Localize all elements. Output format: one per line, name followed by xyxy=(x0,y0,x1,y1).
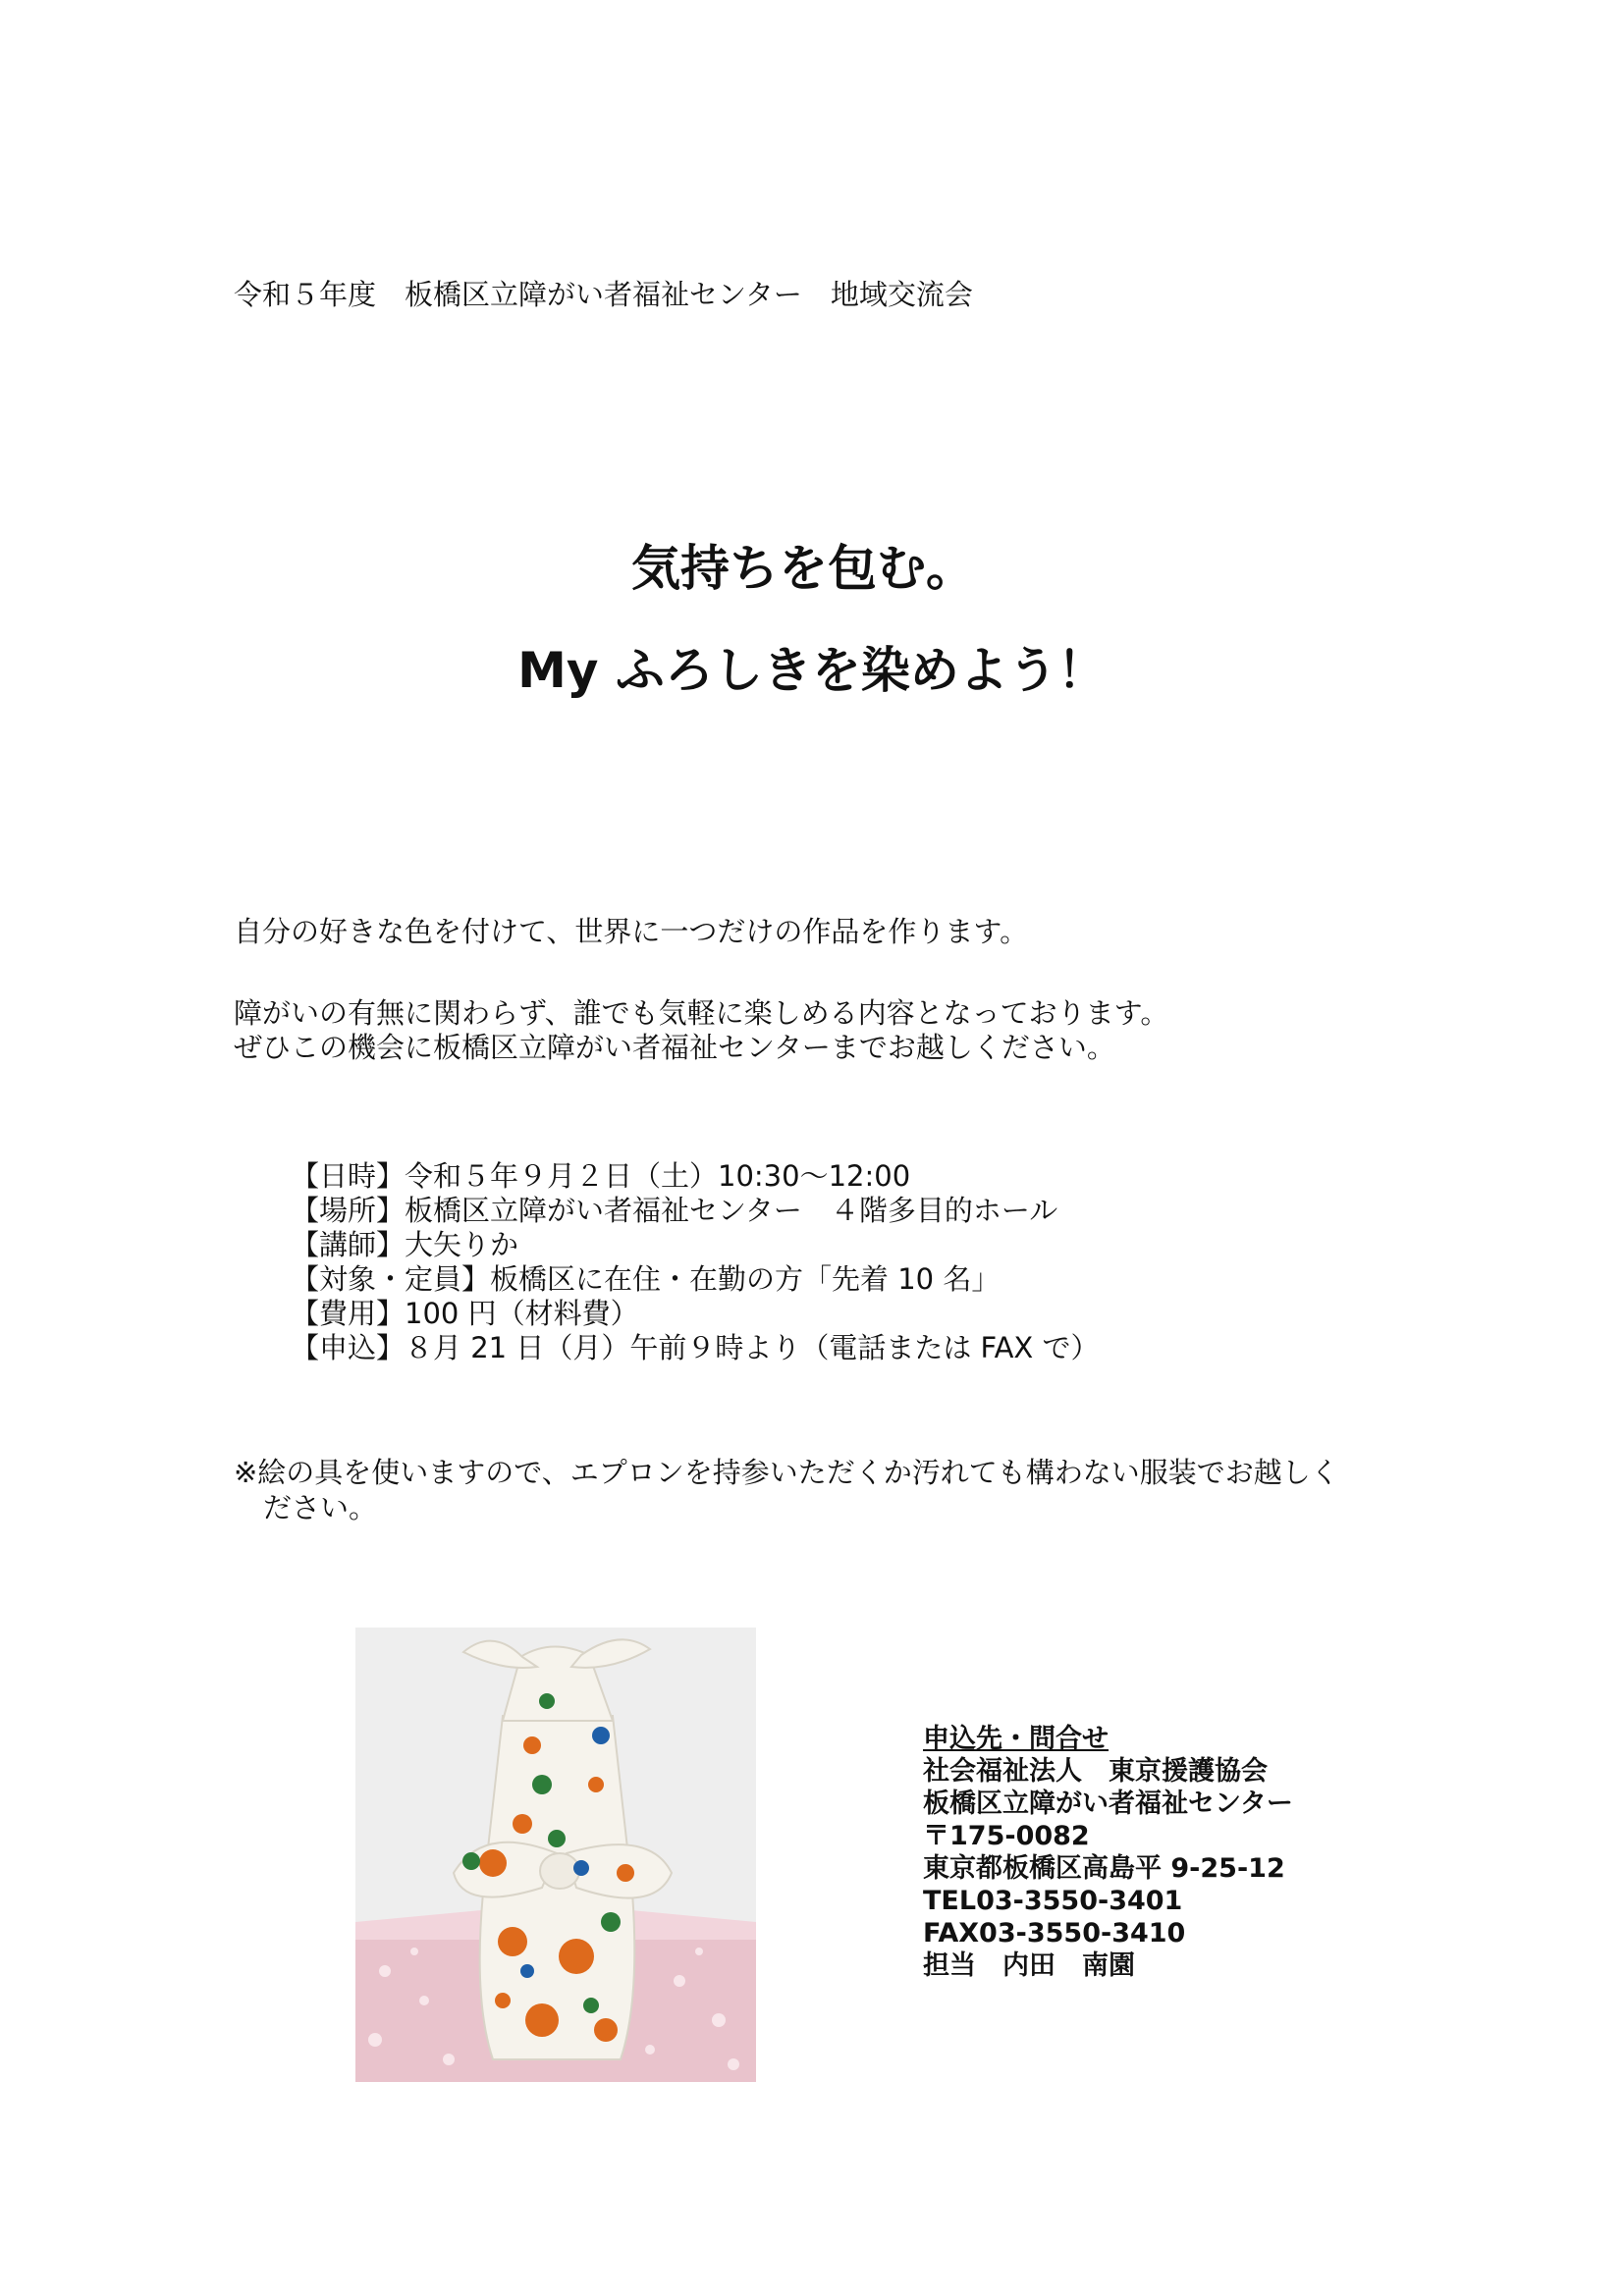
contact-heading: 申込先・問合せ xyxy=(923,1724,1109,1754)
contact-phone: TEL03-3550-3401 xyxy=(923,1886,1183,1916)
contact-block xyxy=(923,1723,1293,1982)
intro-paragraph-2-line-2: ぜひこの機会に板橋区立障がい者福祉センターまでお越しください。 xyxy=(234,1031,1115,1064)
intro-paragraph-1: 自分の好きな色を付けて、世界に一つだけの作品を作ります。 xyxy=(234,915,1029,948)
contact-persons: 担当 内田 南園 xyxy=(923,1950,1135,1981)
contact-address: 東京都板橋区高島平 9-25-12 xyxy=(923,1853,1285,1884)
detail-instructor: 【講師】大矢りか xyxy=(291,1228,519,1261)
note-line-2: ださい。 xyxy=(263,1491,378,1524)
main-title-line-1: 気持ちを包む。 xyxy=(631,540,975,597)
furoshiki-bottle-photo xyxy=(355,1628,756,2082)
detail-venue: 【場所】板橋区立障がい者福祉センター ４階多目的ホール xyxy=(291,1194,1058,1227)
detail-fee: 【費用】100 円（材料費） xyxy=(291,1297,639,1330)
contact-organization: 社会福祉法人 東京援護協会 xyxy=(923,1756,1268,1787)
note-line-1: ※絵の具を使いますので、エプロンを持参いただくか汚れても構わない服装でお越しく xyxy=(234,1456,1339,1489)
event-header: 令和５年度 板橋区立障がい者福祉センター 地域交流会 xyxy=(234,278,973,311)
main-title-line-2: My ふろしきを染めよう！ xyxy=(517,642,1107,699)
intro-paragraph-2-line-1: 障がいの有無に関わらず、誰でも気軽に楽しめる内容となっております。 xyxy=(234,996,1169,1030)
detail-application: 【申込】８月 21 日（月）午前９時より（電話または FAX で） xyxy=(291,1331,1100,1364)
contact-postal-code: 〒175-0082 xyxy=(923,1821,1090,1851)
contact-facility: 板橋区立障がい者福祉センター xyxy=(923,1789,1293,1819)
detail-datetime: 【日時】令和５年９月２日（土）10:30～12:00 xyxy=(291,1159,911,1193)
detail-eligibility: 【対象・定員】板橋区に在住・在勤の方「先着 10 名」 xyxy=(291,1262,1001,1296)
contact-fax: FAX03-3550-3410 xyxy=(923,1918,1186,1949)
